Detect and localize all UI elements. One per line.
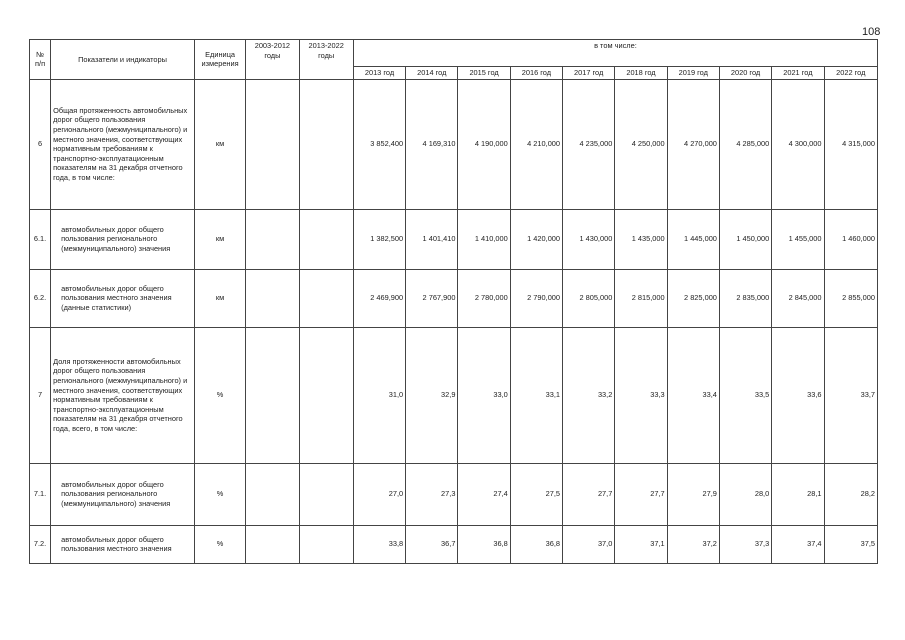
empty-cell (246, 79, 299, 209)
row-value: 33,3 (615, 327, 667, 463)
header-year (719, 67, 771, 80)
header-year-label: 2013 год (364, 68, 395, 77)
row-value: 28,1 (772, 463, 824, 525)
table-row (30, 327, 878, 463)
table-row (30, 463, 878, 525)
row-unit: км (194, 79, 245, 209)
row-value: 37,0 (563, 525, 615, 563)
table-row (30, 209, 878, 269)
header-year-label: 2018 год (626, 68, 656, 77)
row-indicator: автомобильных дорог общего пользования местного значения (данные статистики) (51, 269, 195, 327)
header-year (458, 67, 510, 80)
row-value: 1 410,000 (458, 209, 510, 269)
row-indicator: автомобильных дорог общего пользования местного значения (51, 525, 195, 563)
row-value: 33,7 (824, 327, 877, 463)
row-value: 37,2 (667, 525, 719, 563)
row-value: 1 455,000 (772, 209, 824, 269)
row-value: 27,5 (510, 463, 562, 525)
row-unit: % (194, 463, 245, 525)
header-year-label: 2020 год (730, 68, 761, 77)
row-value: 33,8 (353, 525, 405, 563)
empty-cell (299, 209, 353, 269)
empty-cell (299, 327, 353, 463)
row-number: 7 (30, 327, 51, 463)
row-value: 32,9 (406, 327, 458, 463)
table-row (30, 79, 878, 209)
row-value: 33,5 (719, 327, 771, 463)
row-value: 36,8 (510, 525, 562, 563)
row-value: 4 285,000 (719, 79, 771, 209)
header-indicator: Показатели и индикаторы (51, 40, 195, 80)
header-year (353, 67, 405, 80)
row-value: 27,3 (406, 463, 458, 525)
row-value: 1 460,000 (824, 209, 877, 269)
row-value: 1 420,000 (510, 209, 562, 269)
empty-cell (246, 209, 299, 269)
row-value: 1 435,000 (615, 209, 667, 269)
row-value: 2 825,000 (667, 269, 719, 327)
row-value: 4 190,000 (458, 79, 510, 209)
header-year (406, 67, 458, 80)
header-including: в том числе: (353, 40, 877, 67)
table-row (30, 525, 878, 563)
row-value: 27,9 (667, 463, 719, 525)
row-value: 33,0 (458, 327, 510, 463)
row-value: 2 815,000 (615, 269, 667, 327)
empty-cell (246, 463, 299, 525)
row-value: 1 401,410 (406, 209, 458, 269)
row-value: 4 270,000 (667, 79, 719, 209)
row-value: 1 382,500 (353, 209, 405, 269)
empty-cell (299, 525, 353, 563)
header-year (667, 67, 719, 80)
row-value: 3 852,400 (353, 79, 405, 209)
row-number: 7.1. (30, 463, 51, 525)
row-value: 2 835,000 (719, 269, 771, 327)
row-number: 6.2. (30, 269, 51, 327)
row-value: 2 855,000 (824, 269, 877, 327)
row-value: 4 169,310 (406, 79, 458, 209)
header-year (563, 67, 615, 80)
row-value: 28,0 (719, 463, 771, 525)
empty-cell (246, 269, 299, 327)
row-value: 27,7 (615, 463, 667, 525)
header-year (615, 67, 667, 80)
header-year-label: 2016 год (521, 68, 552, 77)
row-value: 33,1 (510, 327, 562, 463)
row-value: 1 430,000 (563, 209, 615, 269)
row-value: 33,4 (667, 327, 719, 463)
header-period-2003-2012: 2003-2012 годы (246, 40, 299, 80)
header-year-label: 2015 год (469, 68, 499, 77)
empty-cell (246, 327, 299, 463)
header-year-label: 2022 год (836, 68, 866, 77)
row-value: 2 780,000 (458, 269, 510, 327)
row-value: 31,0 (353, 327, 405, 463)
row-value: 1 445,000 (667, 209, 719, 269)
header-unit: Единица измерения (194, 40, 245, 80)
row-value: 4 300,000 (772, 79, 824, 209)
row-value: 36,8 (458, 525, 510, 563)
row-value: 37,5 (824, 525, 877, 563)
row-value: 33,6 (772, 327, 824, 463)
row-value: 2 790,000 (510, 269, 562, 327)
header-year (824, 67, 877, 80)
row-value: 37,1 (615, 525, 667, 563)
empty-cell (299, 463, 353, 525)
header-year-label: 2017 год (574, 68, 604, 77)
header-num: № п/п (30, 40, 51, 80)
row-value: 1 450,000 (719, 209, 771, 269)
row-value: 33,2 (563, 327, 615, 463)
header-year (772, 67, 824, 80)
row-value: 37,3 (719, 525, 771, 563)
row-value: 2 767,900 (406, 269, 458, 327)
row-value: 4 210,000 (510, 79, 562, 209)
header-year-label: 2019 год (678, 68, 708, 77)
header-year-label: 2021 год (783, 68, 813, 77)
row-indicator: Доля протяженности автомобильных дорог общего пользования регионального (межмуниципального) и местного значения, соответствующих нормативным требованиям к транспортно-эксплуатационным показателям на 31 декабря отчетного года, всего, в том числе: (51, 327, 195, 463)
header-period-2013-2022: 2013-2022 годы (299, 40, 353, 80)
row-unit: % (194, 327, 245, 463)
indicators-table (29, 39, 878, 564)
row-indicator: автомобильных дорог общего пользования регионального (межмуниципального) значения (51, 209, 195, 269)
table-row (30, 269, 878, 327)
header-year (510, 67, 562, 80)
row-value: 4 235,000 (563, 79, 615, 209)
row-unit: км (194, 269, 245, 327)
row-value: 27,0 (353, 463, 405, 525)
row-number: 7.2. (30, 525, 51, 563)
row-value: 27,7 (563, 463, 615, 525)
page-number: 108 (862, 26, 881, 38)
empty-cell (299, 79, 353, 209)
row-value: 2 469,900 (353, 269, 405, 327)
row-unit: км (194, 209, 245, 269)
row-value: 27,4 (458, 463, 510, 525)
row-number: 6 (30, 79, 51, 209)
row-indicator: автомобильных дорог общего пользования регионального (межмуниципального) значения (51, 463, 195, 525)
empty-cell (299, 269, 353, 327)
header-year-label: 2014 год (417, 68, 447, 77)
header-row (30, 40, 878, 67)
row-unit: % (194, 525, 245, 563)
row-value: 4 315,000 (824, 79, 877, 209)
row-indicator: Общая протяженность автомобильных дорог общего пользования регионального (межмуниципального) и местного значения, соответствующих нормативным требованиям к транспортно-эксплуатационным показателям на 31 декабря отчетного года, в том числе: (51, 79, 195, 209)
row-value: 28,2 (824, 463, 877, 525)
empty-cell (246, 525, 299, 563)
row-number: 6.1. (30, 209, 51, 269)
row-value: 37,4 (772, 525, 824, 563)
row-value: 4 250,000 (615, 79, 667, 209)
row-value: 2 805,000 (563, 269, 615, 327)
row-value: 36,7 (406, 525, 458, 563)
row-value: 2 845,000 (772, 269, 824, 327)
